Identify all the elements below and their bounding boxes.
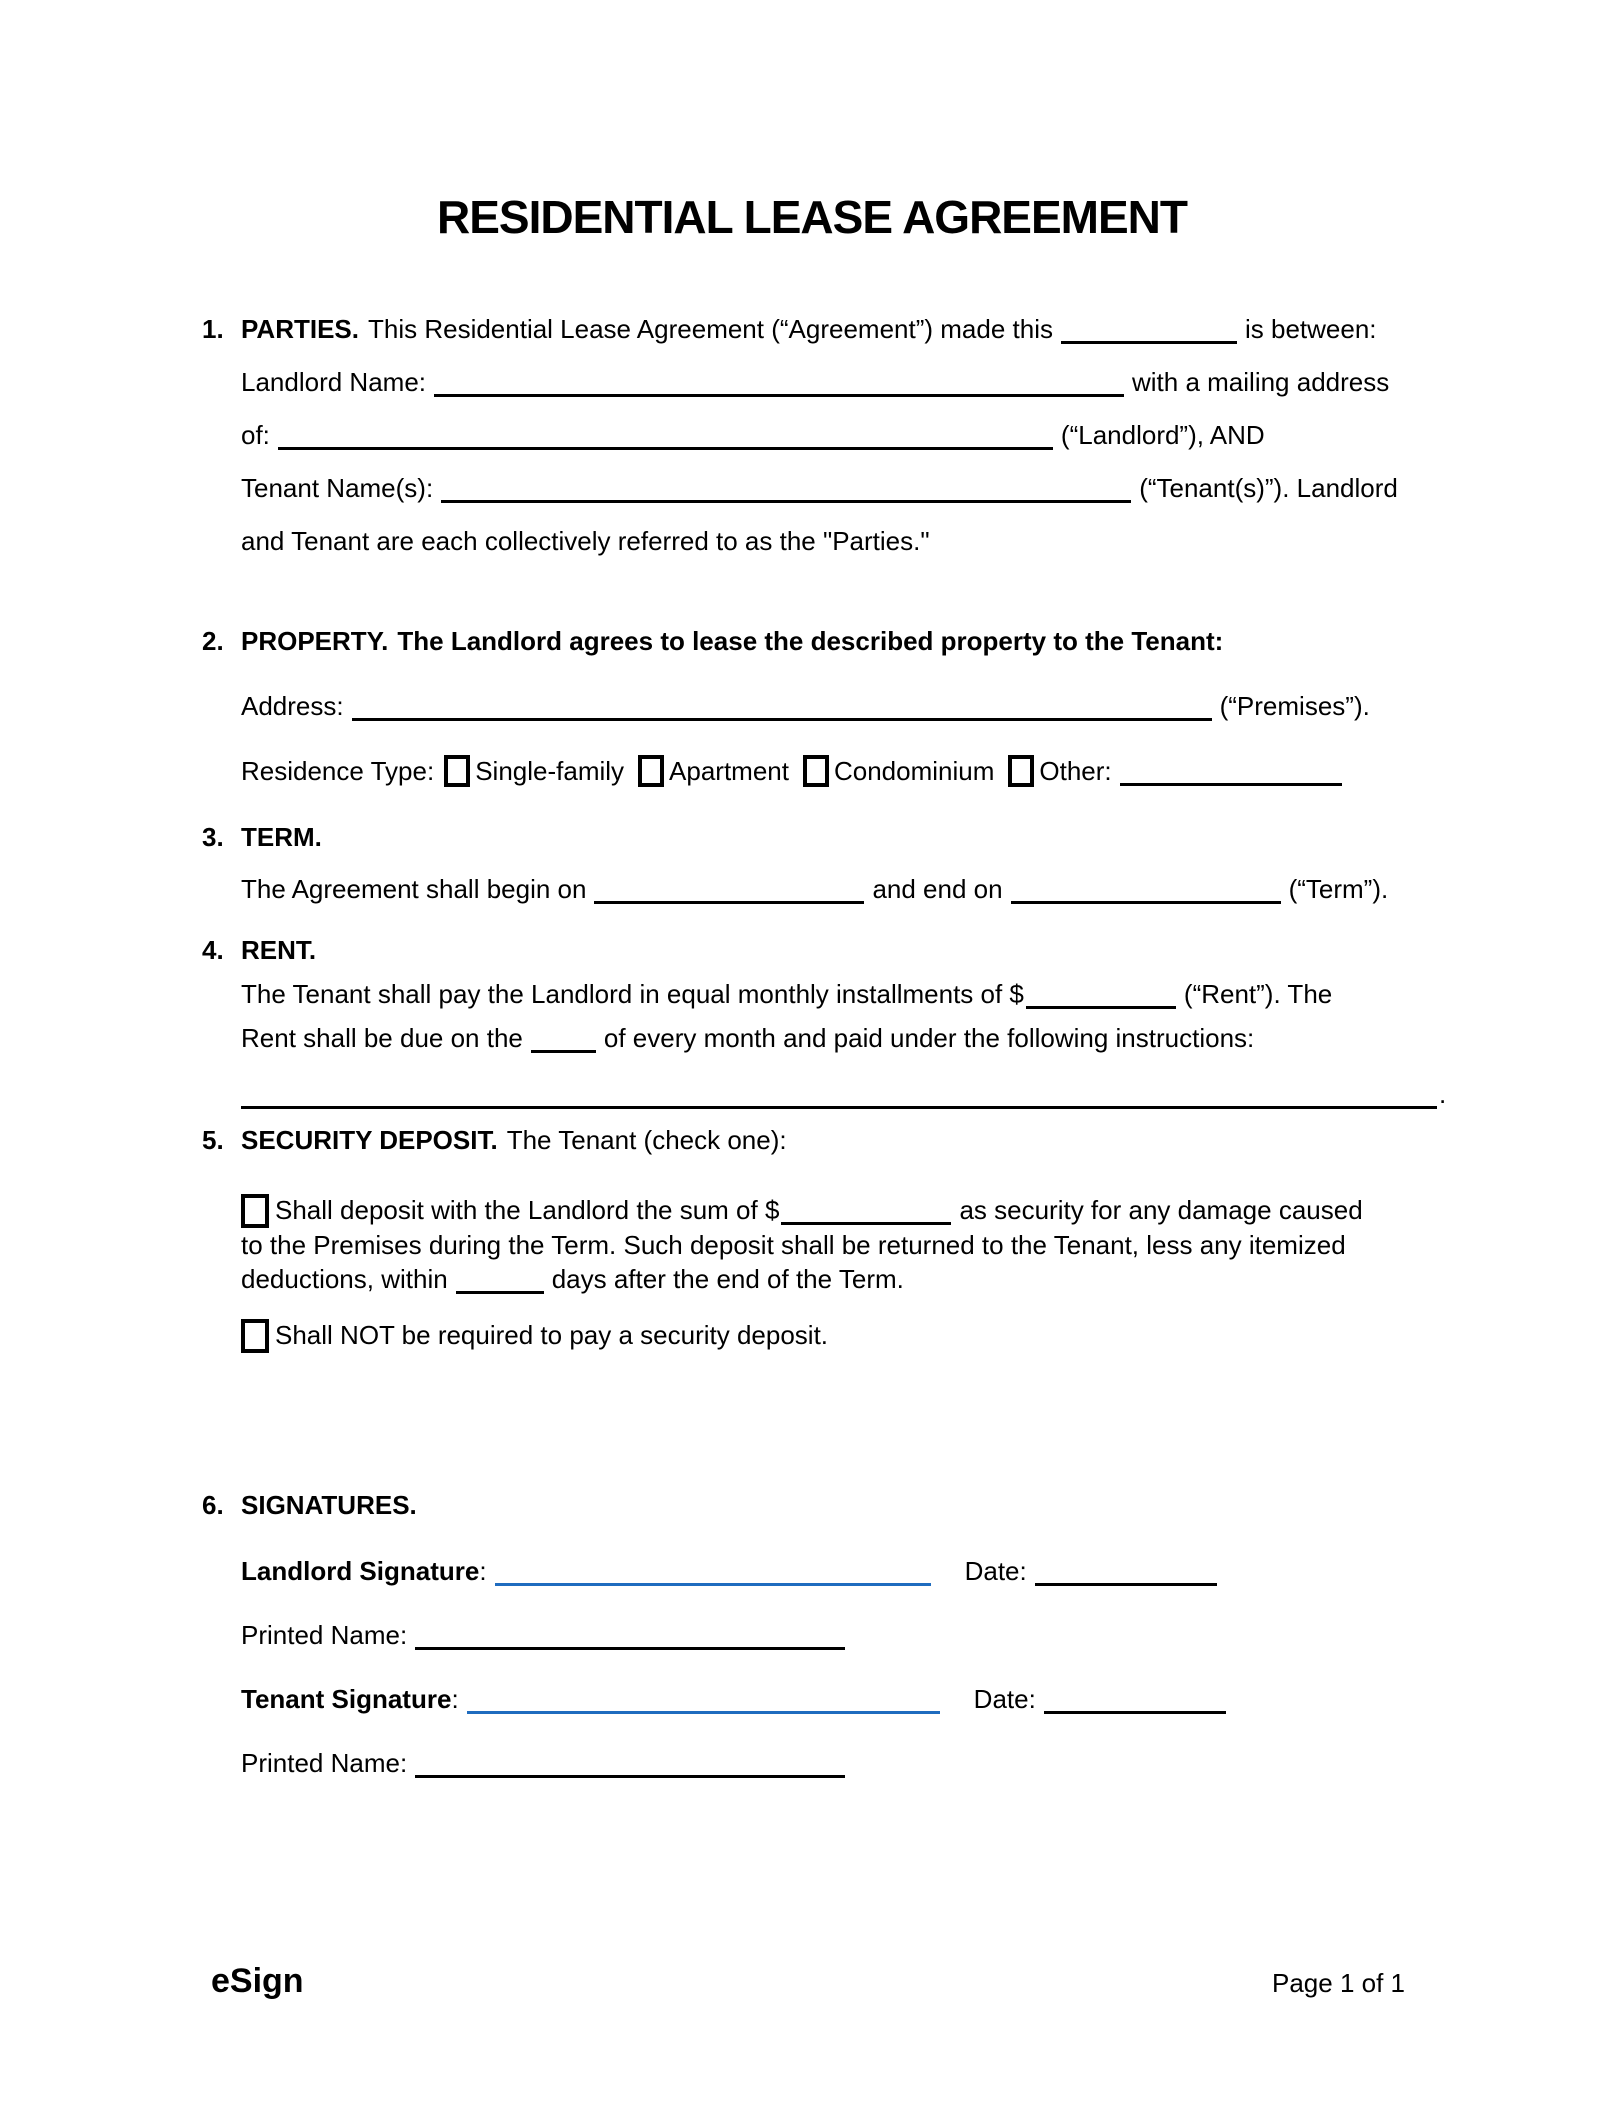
signatures-heading xyxy=(202,1483,1454,1527)
section-term xyxy=(202,811,1454,915)
landlord-signature-field[interactable] xyxy=(495,1563,931,1586)
deposit-option2-line xyxy=(241,1318,1454,1353)
section-number: 2. xyxy=(202,626,224,656)
landlord-address-blank[interactable] xyxy=(278,427,1053,450)
tenant-signature-row xyxy=(241,1679,1454,1719)
residence-option-label: Condominium xyxy=(833,756,995,786)
tenant-names-blank[interactable] xyxy=(441,480,1131,503)
no-deposit-checkbox[interactable] xyxy=(241,1319,269,1353)
deposit-option1-line-3 xyxy=(241,1262,1454,1296)
deposit-text-d: deductions, within xyxy=(241,1264,448,1294)
tenant-printed-name-row xyxy=(241,1743,1454,1783)
deposit-text-e: days after the end of the Term. xyxy=(551,1264,904,1294)
rent-line-end: . xyxy=(1439,1079,1447,1109)
residence-apartment-checkbox[interactable] xyxy=(638,755,664,787)
term-line xyxy=(241,863,1454,915)
document-title: RESIDENTIAL LEASE AGREEMENT xyxy=(437,191,1187,243)
colon: : xyxy=(451,1684,459,1714)
address-label: Address: xyxy=(241,691,344,721)
printed-name-label: Printed Name: xyxy=(241,1748,408,1778)
residence-option-label: Single-family xyxy=(475,756,625,786)
residence-option-label: Apartment xyxy=(669,756,789,786)
landlord-name-suffix: with a mailing address xyxy=(1132,367,1390,397)
landlord-printed-name-row xyxy=(241,1615,1454,1655)
residence-type-line xyxy=(241,739,1454,804)
landlord-signature-label: Landlord Signature xyxy=(241,1556,480,1586)
parties-line-4 xyxy=(241,462,1454,515)
parties-line-1 xyxy=(202,303,1454,356)
section-label: TERM. xyxy=(241,822,322,852)
rent-line-3 xyxy=(241,1072,1454,1116)
section-label: SECURITY DEPOSIT. xyxy=(241,1125,498,1155)
rent-line-1 xyxy=(241,972,1454,1016)
mailing-address-label: of: xyxy=(241,420,270,450)
term-text-b: and end on xyxy=(872,874,1003,904)
section-label: PARTIES. xyxy=(241,314,359,344)
agreement-date-blank[interactable] xyxy=(1061,321,1237,344)
section-number: 1. xyxy=(202,314,224,344)
parties-outro-text: and Tenant are each collectively referred to as the "Parties." xyxy=(241,526,930,556)
property-heading xyxy=(202,609,1454,674)
no-deposit-text: Shall NOT be required to pay a security deposit. xyxy=(275,1320,829,1350)
rent-line-2 xyxy=(241,1016,1454,1060)
section-number: 4. xyxy=(202,935,224,965)
tenant-printed-name-blank[interactable] xyxy=(415,1755,845,1778)
security-deposit-intro: The Tenant (check one): xyxy=(506,1125,787,1155)
rent-heading xyxy=(202,928,1454,972)
deposit-option1-line-1 xyxy=(241,1193,1454,1228)
landlord-sign-date-blank[interactable] xyxy=(1035,1563,1217,1586)
page-indicator: Page 1 of 1 xyxy=(1272,1968,1405,1998)
parties-line-5 xyxy=(241,515,1454,568)
property-intro-text: The Landlord agrees to lease the described property to the Tenant: xyxy=(397,626,1224,656)
term-start-date-blank[interactable] xyxy=(594,881,864,904)
section-security-deposit xyxy=(202,1118,1454,1353)
section-rent xyxy=(202,928,1454,1116)
parties-line-2 xyxy=(241,356,1454,409)
deposit-required-checkbox[interactable] xyxy=(241,1194,269,1228)
residence-type-label: Residence Type: xyxy=(241,756,435,786)
deposit-option1-line-2 xyxy=(241,1228,1454,1262)
section-signatures xyxy=(202,1483,1454,1783)
landlord-signature-row xyxy=(241,1551,1454,1591)
rent-due-day-blank[interactable] xyxy=(531,1030,596,1053)
term-end-date-blank[interactable] xyxy=(1011,881,1281,904)
deposit-return-days-blank[interactable] xyxy=(456,1271,544,1294)
term-heading xyxy=(202,811,1454,863)
term-text-a: The Agreement shall begin on xyxy=(241,874,587,904)
parties-intro-text-2: is between: xyxy=(1244,314,1377,344)
rent-text-c: Rent shall be due on the xyxy=(241,1023,523,1053)
deposit-text-c: to the Premises during the Term. Such deposit shall be returned to the Tenant, less any itemized xyxy=(241,1230,1346,1260)
landlord-name-blank[interactable] xyxy=(434,374,1124,397)
section-number: 6. xyxy=(202,1490,224,1520)
section-property xyxy=(202,609,1454,804)
section-number: 3. xyxy=(202,822,224,852)
parties-line-3 xyxy=(241,409,1454,462)
tenant-suffix: (“Tenant(s)”). Landlord xyxy=(1139,473,1398,503)
address-suffix: (“Premises”). xyxy=(1219,691,1370,721)
residence-single-family-checkbox[interactable] xyxy=(444,755,470,787)
term-text-c: (“Term”). xyxy=(1288,874,1389,904)
landlord-suffix: (“Landlord”), AND xyxy=(1060,420,1265,450)
residence-condominium-checkbox[interactable] xyxy=(803,755,829,787)
date-label: Date: xyxy=(973,1684,1036,1714)
rent-text-d: of every month and paid under the following instructions: xyxy=(603,1023,1255,1053)
section-parties xyxy=(202,303,1454,568)
section-number: 5. xyxy=(202,1125,224,1155)
deposit-amount-blank[interactable] xyxy=(781,1202,951,1225)
residence-other-blank[interactable] xyxy=(1120,763,1342,786)
property-address-blank[interactable] xyxy=(352,698,1212,721)
section-label: SIGNATURES. xyxy=(241,1490,417,1520)
landlord-name-label: Landlord Name: xyxy=(241,367,426,397)
rent-amount-blank[interactable] xyxy=(1026,986,1176,1009)
section-label: RENT. xyxy=(241,935,317,965)
deposit-text-b: as security for any damage caused xyxy=(959,1195,1363,1225)
property-address-line xyxy=(241,674,1454,739)
residence-other-checkbox[interactable] xyxy=(1008,755,1034,787)
landlord-printed-name-blank[interactable] xyxy=(415,1627,845,1650)
tenant-sign-date-blank[interactable] xyxy=(1044,1691,1226,1714)
tenant-names-label: Tenant Name(s): xyxy=(241,473,434,503)
no-deposit-option xyxy=(241,1318,1454,1353)
parties-intro-text: This Residential Lease Agreement (“Agreement”) made this xyxy=(367,314,1053,344)
printed-name-label: Printed Name: xyxy=(241,1620,408,1650)
security-deposit-heading xyxy=(202,1118,1454,1162)
deposit-text-a: Shall deposit with the Landlord the sum of $ xyxy=(275,1195,780,1225)
date-label: Date: xyxy=(964,1556,1027,1586)
colon: : xyxy=(479,1556,487,1586)
deposit-required-option xyxy=(241,1193,1454,1296)
esign-logo: eSign xyxy=(211,1962,304,2000)
payment-instructions-blank[interactable] xyxy=(241,1086,1437,1109)
tenant-signature-field[interactable] xyxy=(467,1691,940,1714)
residence-other-label: Other: xyxy=(1039,756,1112,786)
section-label: PROPERTY. xyxy=(241,626,389,656)
rent-text-a: The Tenant shall pay the Landlord in equal monthly installments of $ xyxy=(241,979,1024,1009)
rent-text-b: (“Rent”). The xyxy=(1183,979,1333,1009)
tenant-signature-label: Tenant Signature xyxy=(241,1684,452,1714)
page-footer xyxy=(211,1962,1405,2001)
